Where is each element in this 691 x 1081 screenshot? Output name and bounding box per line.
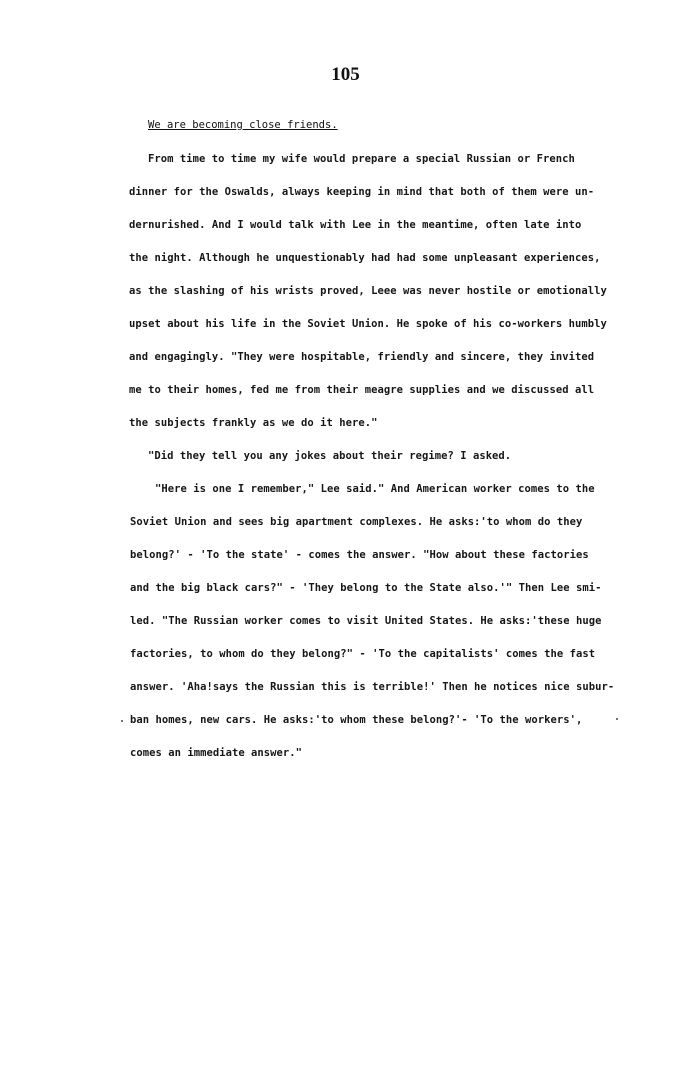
- section-heading: We are becoming close friends.: [148, 119, 338, 131]
- scan-speck: [121, 720, 123, 722]
- text-line: answer. 'Aha!says the Russian this is terrible!' Then he notices nice subur-: [130, 681, 615, 693]
- text-line: upset about his life in the Soviet Union. He spoke of his co-workers humbly: [129, 318, 607, 330]
- text-line: "Did they tell you any jokes about their regime? I asked.: [148, 450, 512, 462]
- text-line: "Here is one I remember," Lee said." And American worker comes to the: [155, 483, 595, 495]
- text-line: belong?' - 'To the state' - comes the answer. "How about these factories: [130, 549, 589, 561]
- scan-speck: [616, 718, 618, 720]
- text-line: dinner for the Oswalds, always keeping in mind that both of them were un-: [129, 186, 595, 198]
- text-line: ban homes, new cars. He asks:'to whom these belong?'- 'To the workers',: [130, 714, 583, 726]
- text-line: led. "The Russian worker comes to visit United States. He asks:'these huge: [130, 615, 602, 627]
- text-line: factories, to whom do they belong?" - 'To the capitalists' comes the fast: [130, 648, 596, 660]
- text-line: and engagingly. "They were hospitable, friendly and sincere, they invited: [129, 351, 595, 363]
- text-line: comes an immediate answer.": [130, 747, 303, 759]
- text-line: Soviet Union and sees big apartment complexes. He asks:'to whom do they: [130, 516, 583, 528]
- page-number: 105: [331, 64, 360, 85]
- text-line: and the big black cars?" - 'They belong to the State also.'" Then Lee smi-: [130, 582, 602, 594]
- text-line: as the slashing of his wrists proved, Leee was never hostile or emotionally: [129, 285, 607, 297]
- text-line: the subjects frankly as we do it here.": [129, 417, 378, 429]
- text-line: dernurished. And I would talk with Lee in the meantime, often late into: [129, 219, 582, 231]
- text-line: me to their homes, fed me from their meagre supplies and we discussed all: [129, 384, 595, 396]
- text-line: From time to time my wife would prepare a special Russian or French: [148, 153, 575, 165]
- text-line: the night. Although he unquestionably had had some unpleasant experiences,: [129, 252, 601, 264]
